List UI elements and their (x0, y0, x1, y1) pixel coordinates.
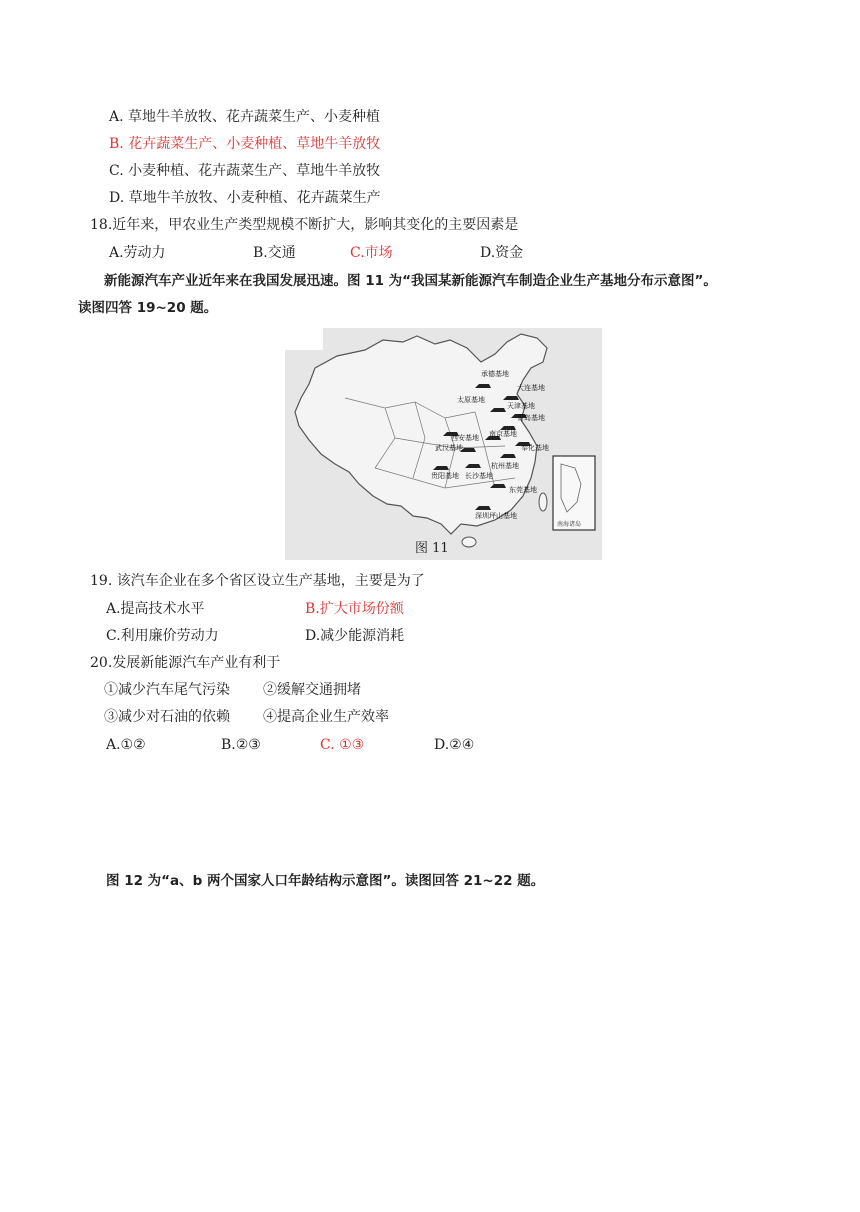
inset-label: 南海诸岛 (557, 521, 582, 528)
base-label: 长沙基地 (465, 472, 493, 480)
intro-19-20-line2: 读图四答 19~20 题。 (78, 300, 218, 316)
q19-option-c: C.利用廉价劳动力 (106, 628, 219, 644)
q20-item-3: ③减少对石油的依赖 (104, 709, 230, 725)
q18-option-d: D.资金 (480, 245, 524, 261)
q19-option-d: D.减少能源消耗 (305, 628, 405, 644)
q19-stem: 19. 该汽车企业在多个省区设立生产基地，主要是为了 (90, 573, 425, 589)
q18-stem: 18.近年来，甲农业生产类型规模不断扩大，影响其变化的主要因素是 (90, 217, 519, 233)
base-label: 杭州基地 (491, 462, 519, 470)
q20-item-4: ④提高企业生产效率 (263, 709, 389, 725)
base-label: 天津基地 (507, 402, 535, 410)
base-label: 深圳坪山基地 (475, 512, 517, 520)
q19-option-a: A.提高技术水平 (106, 601, 205, 617)
q20-option-a: A.①② (106, 737, 146, 753)
base-label: 贵阳基地 (431, 472, 459, 480)
base-label: 南京基地 (489, 430, 517, 438)
figure-caption: 图 11 (415, 541, 449, 556)
south-china-sea-inset (553, 456, 595, 530)
intro-21-22: 图 12 为“a、b 两个国家人口年龄结构示意图”。读图回答 21~22 题。 (106, 873, 545, 889)
base-label: 奉化基地 (521, 444, 549, 452)
base-label: 西安基地 (451, 434, 479, 442)
q20-option-b: B.②③ (221, 737, 261, 753)
figure-11-map (285, 328, 602, 560)
base-label: 承德基地 (481, 370, 509, 378)
q19-option-b: B.扩大市场份额 (305, 601, 404, 617)
q18-option-b: B.交通 (253, 245, 296, 261)
taiwan-island (539, 493, 547, 511)
intro-19-20-line1: 新能源汽车产业近年来在我国发展迅速。图 11 为“我国某新能源汽车制造企业生产基地分布示意图”。 (104, 273, 717, 289)
q20-option-d: D.②④ (434, 737, 475, 753)
base-label: 太原基地 (457, 396, 485, 404)
base-label: 青岛基地 (517, 414, 545, 422)
q20-item-1: ①减少汽车尾气污染 (104, 682, 230, 698)
q17-option-d: D. 草地牛羊放牧、小麦种植、花卉蔬菜生产 (109, 190, 381, 206)
base-label: 大连基地 (517, 384, 545, 392)
base-label: 东莞基地 (509, 486, 537, 494)
q17-option-a: A. 草地牛羊放牧、花卉蔬菜生产、小麦种植 (109, 109, 381, 125)
hainan-island (462, 537, 476, 547)
q18-option-a: A.劳动力 (109, 245, 166, 261)
q20-option-c: C. ①③ (320, 737, 365, 753)
base-label: 武汉基地 (435, 444, 463, 452)
q20-stem: 20.发展新能源汽车产业有利于 (90, 655, 281, 671)
q17-option-c: C. 小麦种植、花卉蔬菜生产、草地牛羊放牧 (109, 163, 381, 179)
q18-option-c: C.市场 (350, 245, 393, 261)
china-map-svg (285, 328, 602, 560)
q17-option-b: B. 花卉蔬菜生产、小麦种植、草地牛羊放牧 (109, 136, 381, 152)
q20-item-2: ②缓解交通拥堵 (263, 682, 361, 698)
